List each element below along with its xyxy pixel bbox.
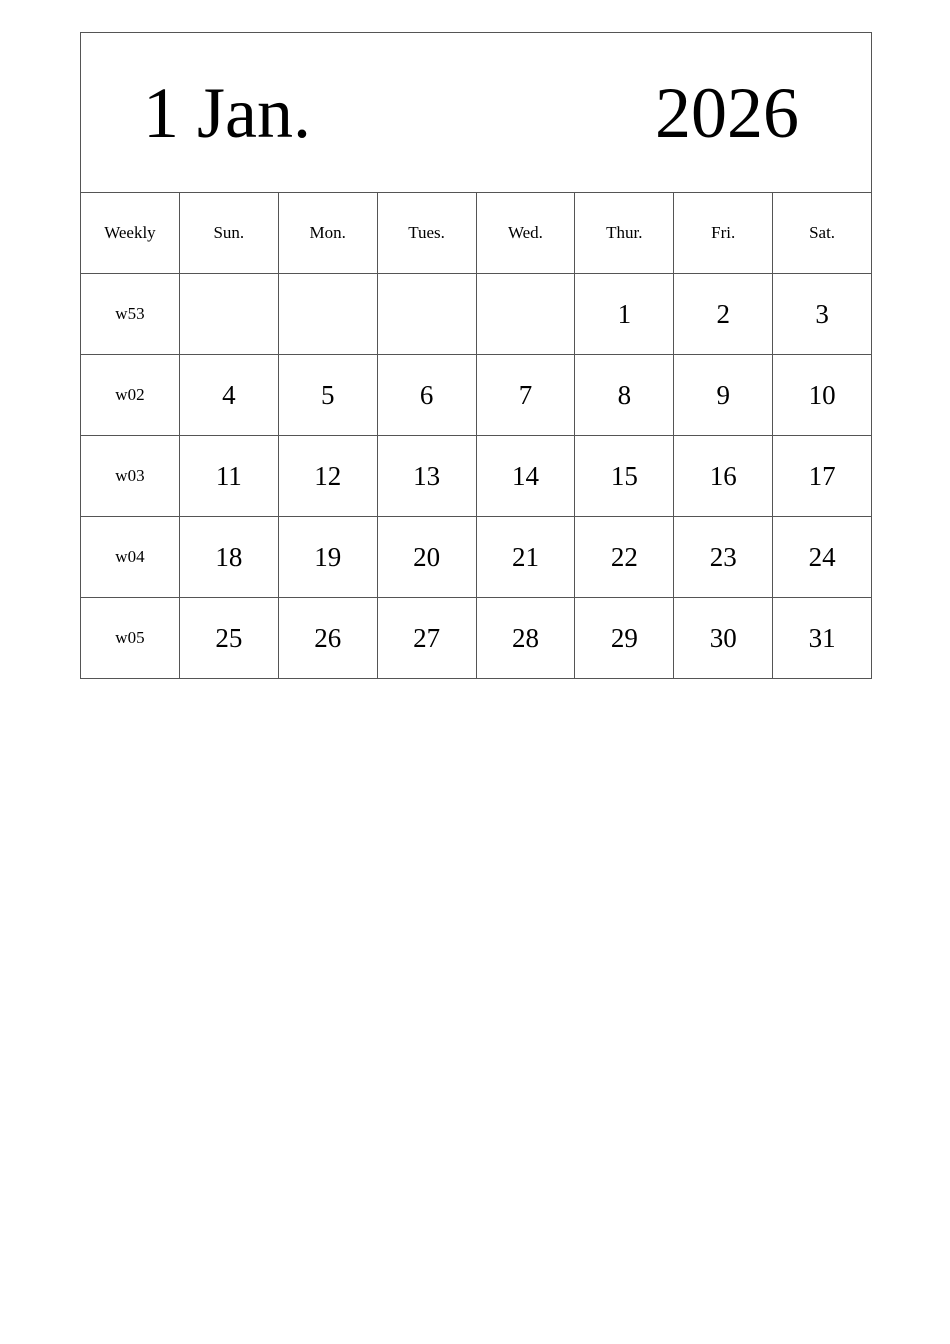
day-cell: 14: [476, 436, 575, 517]
column-header-sat: Sat.: [773, 193, 872, 274]
week-row: [81, 436, 872, 517]
day-cell: [179, 274, 278, 355]
day-cell: 9: [674, 355, 773, 436]
column-header-thu: Thur.: [575, 193, 674, 274]
column-header-mon: Mon.: [278, 193, 377, 274]
day-cell: 29: [575, 598, 674, 679]
column-header-wed: Wed.: [476, 193, 575, 274]
day-cell: 25: [179, 598, 278, 679]
column-header-tue: Tues.: [377, 193, 476, 274]
day-cell: 23: [674, 517, 773, 598]
week-number: w03: [81, 436, 180, 517]
day-cell: 4: [179, 355, 278, 436]
day-cell: 12: [278, 436, 377, 517]
day-cell: 18: [179, 517, 278, 598]
week-row: [81, 517, 872, 598]
calendar-title: [81, 33, 872, 193]
day-cell: 22: [575, 517, 674, 598]
day-cell: 30: [674, 598, 773, 679]
day-cell: [377, 274, 476, 355]
day-cell: 15: [575, 436, 674, 517]
month-title: 1 Jan.: [143, 73, 311, 153]
column-header-fri: Fri.: [674, 193, 773, 274]
day-cell: 20: [377, 517, 476, 598]
day-cell: 7: [476, 355, 575, 436]
day-cell: 6: [377, 355, 476, 436]
day-cell: 26: [278, 598, 377, 679]
day-cell: 11: [179, 436, 278, 517]
day-cell: [476, 274, 575, 355]
day-cell: [278, 274, 377, 355]
day-cell: 31: [773, 598, 872, 679]
day-cell: 2: [674, 274, 773, 355]
column-header-weekly: Weekly: [81, 193, 180, 274]
week-row: [81, 274, 872, 355]
day-cell: 27: [377, 598, 476, 679]
column-header-sun: Sun.: [179, 193, 278, 274]
day-cell: 13: [377, 436, 476, 517]
day-cell: 3: [773, 274, 872, 355]
day-cell: 8: [575, 355, 674, 436]
year-title: 2026: [655, 73, 799, 153]
day-cell: 5: [278, 355, 377, 436]
day-cell: 19: [278, 517, 377, 598]
calendar-table: [80, 32, 872, 679]
week-row: [81, 598, 872, 679]
weekday-header-row: [81, 193, 872, 274]
day-cell: 10: [773, 355, 872, 436]
day-cell: 21: [476, 517, 575, 598]
week-number: w05: [81, 598, 180, 679]
day-cell: 28: [476, 598, 575, 679]
day-cell: 24: [773, 517, 872, 598]
week-number: w04: [81, 517, 180, 598]
week-number: w02: [81, 355, 180, 436]
day-cell: 17: [773, 436, 872, 517]
week-row: [81, 355, 872, 436]
day-cell: 16: [674, 436, 773, 517]
week-number: w53: [81, 274, 180, 355]
day-cell: 1: [575, 274, 674, 355]
